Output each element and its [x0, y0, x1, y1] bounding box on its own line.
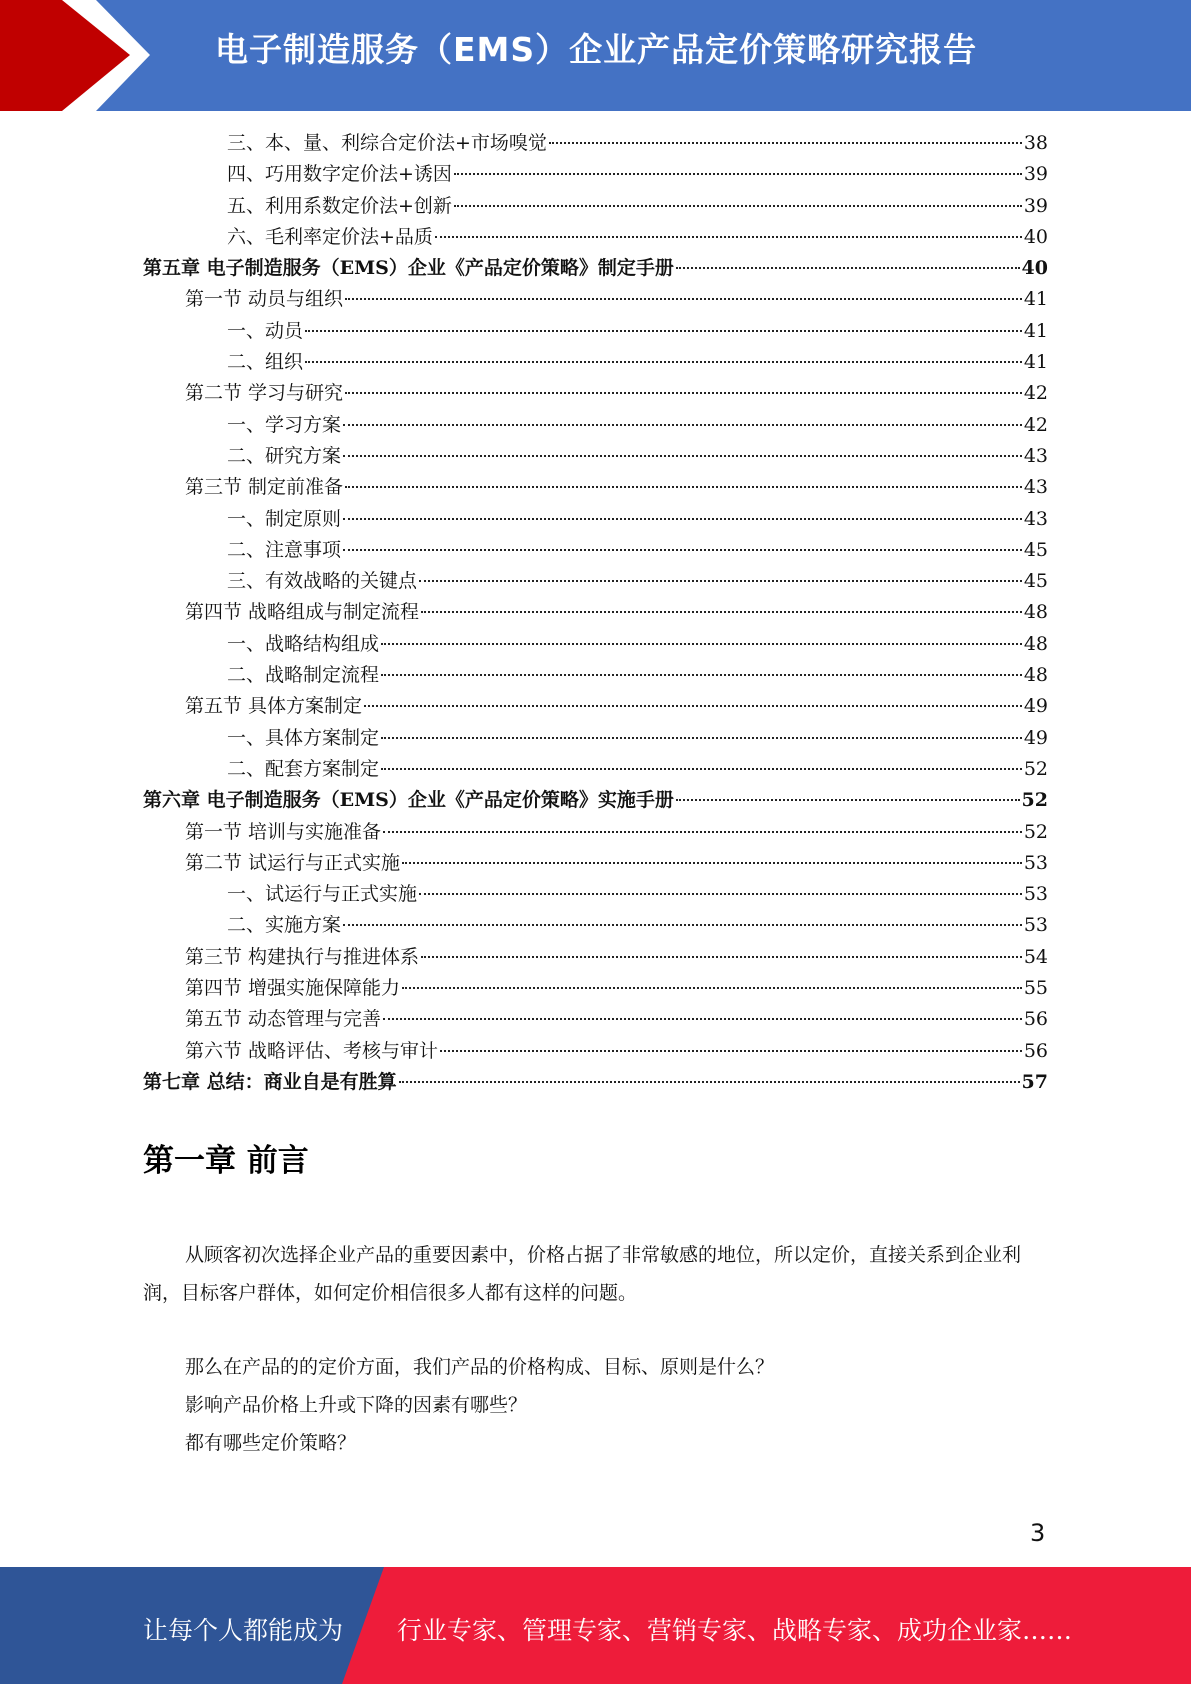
toc-dot-leader — [345, 486, 1022, 488]
toc-dot-leader — [676, 267, 1020, 269]
toc-entry-title: 一、试运行与正式实施 — [227, 883, 418, 906]
toc-entry-page: 39 — [1023, 194, 1048, 217]
toc-entry-title: 第三节 构建执行与推进体系 — [185, 945, 420, 968]
toc-entry-title: 第三节 制定前准备 — [185, 476, 344, 499]
toc-entry-title: 第五节 动态管理与完善 — [185, 1008, 382, 1031]
toc-entry-title: 二、配套方案制定 — [227, 757, 380, 780]
toc-entry-page: 53 — [1023, 914, 1048, 937]
toc-entry[interactable] — [143, 723, 1048, 754]
toc-entry-title: 一、学习方案 — [227, 413, 342, 436]
toc-entry-page: 42 — [1023, 413, 1048, 436]
toc-dot-leader — [381, 674, 1022, 676]
toc-entry[interactable] — [143, 629, 1048, 660]
footer-band — [0, 1567, 1191, 1684]
footer-slogan-right: 行业专家、管理专家、营销专家、战略专家、成功企业家…… — [397, 1616, 1073, 1645]
toc-dot-leader — [381, 643, 1022, 645]
toc-dot-leader — [454, 205, 1022, 207]
toc-dot-leader — [383, 1018, 1022, 1020]
toc-dot-leader — [549, 142, 1022, 144]
toc-entry-page: 49 — [1023, 695, 1048, 718]
toc-entry[interactable] — [143, 597, 1048, 628]
toc-entry-page: 45 — [1023, 538, 1048, 561]
toc-entry-title: 五、利用系数定价法+创新 — [227, 194, 452, 217]
toc-entry-title: 二、研究方案 — [227, 444, 342, 467]
toc-entry[interactable] — [143, 691, 1048, 722]
toc-entry-title: 三、本、量、利综合定价法+市场嗅觉 — [227, 132, 547, 154]
toc-entry-page: 39 — [1023, 163, 1048, 186]
toc-entry-page: 43 — [1023, 476, 1048, 499]
toc-dot-leader — [676, 799, 1020, 801]
toc-dot-leader — [381, 768, 1022, 770]
question-line: 那么在产品的的定价方面，我们产品的价格构成、目标、原则是什么？ — [185, 1356, 775, 1378]
toc-entry[interactable] — [143, 848, 1048, 879]
toc-entry[interactable] — [143, 410, 1048, 441]
toc-dot-leader — [402, 862, 1022, 864]
toc-entry[interactable] — [143, 159, 1048, 190]
toc-entry-page: 41 — [1023, 319, 1048, 342]
toc-entry[interactable] — [143, 128, 1048, 159]
toc-entry[interactable] — [143, 222, 1048, 253]
toc-entry-page: 38 — [1023, 132, 1048, 154]
toc-entry-title: 第二节 试运行与正式实施 — [185, 851, 401, 874]
toc-entry-title: 第六章 电子制造服务（EMS）企业《产品定价策略》实施手册 — [143, 789, 674, 812]
toc-entry-title: 三、有效战略的关键点 — [227, 570, 418, 593]
question-line: 影响产品价格上升或下降的因素有哪些？ — [185, 1394, 528, 1416]
toc-dot-leader — [305, 330, 1022, 332]
toc-dot-leader — [345, 392, 1022, 394]
toc-entry-page: 41 — [1023, 288, 1048, 311]
toc-entry[interactable] — [143, 1067, 1048, 1098]
toc-dot-leader — [345, 298, 1022, 300]
toc-entry-title: 第四节 战略组成与制定流程 — [185, 601, 420, 624]
toc-entry[interactable] — [143, 284, 1048, 315]
toc-dot-leader — [435, 236, 1022, 238]
toc-entry-title: 第五节 具体方案制定 — [185, 695, 363, 718]
footer-slogan-left: 让每个人都能成为 — [143, 1616, 344, 1645]
toc-entry[interactable] — [143, 378, 1048, 409]
toc-dot-leader — [419, 580, 1022, 582]
toc-entry[interactable] — [143, 1004, 1048, 1035]
toc-entry-page: 53 — [1023, 883, 1048, 906]
toc-entry-title: 第一节 动员与组织 — [185, 288, 344, 311]
toc-entry[interactable] — [143, 1036, 1048, 1067]
toc-entry-title: 二、注意事项 — [227, 538, 342, 561]
toc-dot-leader — [305, 361, 1022, 363]
toc-dot-leader — [343, 518, 1022, 520]
toc-entry-title: 一、战略结构组成 — [227, 632, 380, 655]
toc-entry[interactable] — [143, 942, 1048, 973]
question-line: 都有哪些定价策略？ — [185, 1432, 357, 1454]
toc-entry[interactable] — [143, 566, 1048, 597]
toc-entry-page: 56 — [1023, 1008, 1048, 1031]
toc-entry-title: 第二节 学习与研究 — [185, 382, 344, 405]
toc-dot-leader — [399, 1081, 1020, 1083]
toc-entry[interactable] — [143, 316, 1048, 347]
toc-dot-leader — [440, 1050, 1022, 1052]
toc-entry-title: 二、战略制定流程 — [227, 664, 380, 687]
page-number: 3 — [1030, 1519, 1046, 1547]
toc-entry-page: 56 — [1023, 1039, 1048, 1062]
toc-entry-page: 52 — [1021, 789, 1048, 812]
toc-dot-leader — [454, 173, 1022, 175]
toc-dot-leader — [421, 611, 1022, 613]
header-band — [0, 0, 1191, 111]
toc-entry-title: 第一节 培训与实施准备 — [185, 820, 382, 843]
table-of-contents — [143, 128, 1048, 1098]
toc-entry-title: 四、巧用数字定价法+诱因 — [227, 163, 452, 186]
toc-entry-title: 二、实施方案 — [227, 914, 342, 937]
toc-entry-page: 43 — [1023, 444, 1048, 467]
toc-entry-page: 52 — [1023, 820, 1048, 843]
toc-entry-title: 一、制定原则 — [227, 507, 342, 530]
toc-entry-page: 52 — [1023, 757, 1048, 780]
toc-entry[interactable] — [143, 973, 1048, 1004]
toc-entry-page: 48 — [1023, 632, 1048, 655]
toc-entry-page: 48 — [1023, 664, 1048, 687]
toc-entry[interactable] — [143, 817, 1048, 848]
intro-paragraph: 从顾客初次选择企业产品的重要因素中，价格占据了非常敏感的地位，所以定价，直接关系到企业利润，目标客户群体，如何定价相信很多人都有这样的问题。 — [143, 1244, 1022, 1304]
toc-entry-title: 二、组织 — [227, 351, 304, 374]
toc-entry[interactable] — [143, 879, 1048, 910]
toc-entry[interactable] — [143, 660, 1048, 691]
toc-entry-page: 41 — [1023, 351, 1048, 374]
toc-entry[interactable] — [143, 441, 1048, 472]
toc-entry-page: 43 — [1023, 507, 1048, 530]
toc-entry-title: 第六节 战略评估、考核与审计 — [185, 1039, 439, 1062]
toc-dot-leader — [402, 987, 1022, 989]
toc-entry-title: 第四节 增强实施保障能力 — [185, 977, 401, 1000]
toc-entry-page: 53 — [1023, 851, 1048, 874]
header-arrow-decoration — [0, 0, 160, 111]
toc-entry-page: 40 — [1021, 257, 1048, 280]
toc-dot-leader — [343, 455, 1022, 457]
toc-entry[interactable] — [143, 504, 1048, 535]
toc-entry[interactable] — [143, 347, 1048, 378]
toc-dot-leader — [381, 737, 1022, 739]
toc-entry-page: 42 — [1023, 382, 1048, 405]
toc-entry[interactable] — [143, 472, 1048, 503]
toc-entry[interactable] — [143, 754, 1048, 785]
toc-entry-page: 40 — [1023, 225, 1048, 248]
toc-entry-title: 一、动员 — [227, 319, 304, 342]
toc-entry[interactable] — [143, 191, 1048, 222]
toc-entry-title: 一、具体方案制定 — [227, 726, 380, 749]
toc-entry[interactable] — [143, 910, 1048, 941]
toc-entry[interactable] — [143, 535, 1048, 566]
toc-entry-title: 六、毛利率定价法+品质 — [227, 225, 433, 248]
toc-entry-page: 45 — [1023, 570, 1048, 593]
toc-entry-page: 55 — [1023, 977, 1048, 1000]
toc-dot-leader — [421, 956, 1022, 958]
document-title: 电子制造服务（EMS）企业产品定价策略研究报告 — [215, 30, 978, 69]
toc-entry-page: 49 — [1023, 726, 1048, 749]
toc-dot-leader — [364, 705, 1022, 707]
toc-entry-page: 54 — [1023, 945, 1048, 968]
toc-dot-leader — [343, 549, 1022, 551]
toc-entry-title: 第五章 电子制造服务（EMS）企业《产品定价策略》制定手册 — [143, 257, 674, 280]
toc-entry-page: 48 — [1023, 601, 1048, 624]
toc-dot-leader — [383, 831, 1022, 833]
toc-entry[interactable] — [143, 785, 1048, 816]
toc-dot-leader — [343, 424, 1022, 426]
toc-dot-leader — [343, 924, 1022, 926]
chapter-title: 第一章 前言 — [143, 1143, 309, 1179]
toc-entry-title: 第七章 总结：商业自是有胜算 — [143, 1070, 397, 1093]
toc-entry[interactable] — [143, 253, 1048, 284]
toc-dot-leader — [419, 893, 1022, 895]
toc-entry-page: 57 — [1021, 1070, 1048, 1093]
